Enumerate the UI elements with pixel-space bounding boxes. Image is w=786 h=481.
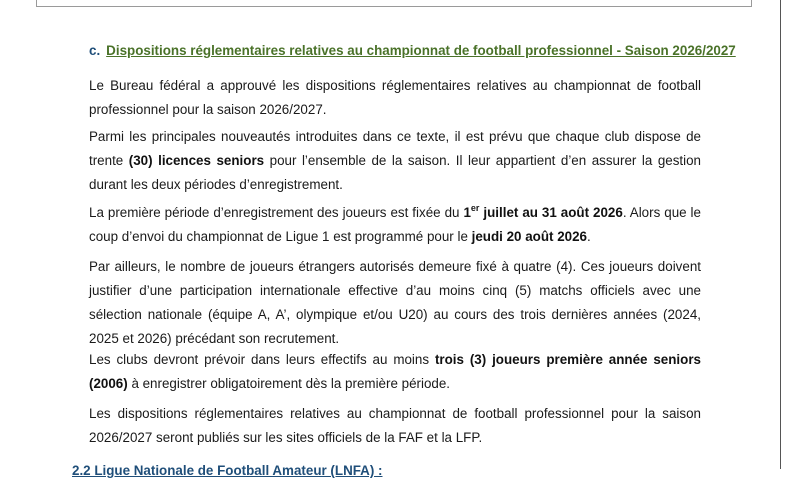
section-title: Dispositions réglementaires relatives au championnat de football professionnel - Saison 2026/2027 [106,43,736,58]
paragraph-seniors-text-1: Les clubs devront prévoir dans leurs effectifs au moins [89,352,435,367]
section-letter: c. [89,43,101,58]
registration-dates: juillet au 31 août 2026 [479,205,623,220]
paragraph-registration-text-2: . Alors que le coup d’envoi du championnat de Ligue 1 est programmé pour le [89,205,701,244]
paragraph-licences [89,125,701,197]
paragraph-registration-text-1: La première période d’enregistrement des joueurs est fixée du [89,205,464,220]
paragraph-registration-text-3: . [586,229,591,244]
paragraph-first-year-seniors [89,348,701,396]
seniors-requirement: trois (3) joueurs première année seniors (2006) [89,352,701,391]
page-frame-top [36,0,752,7]
registration-start-suffix: er [470,203,480,213]
kickoff-date: jeudi 20 août 2026 [471,229,587,244]
paragraph-licences-text-1: Parmi les principales nouveautés introduites dans ce texte, il est prévu que chaque club dispose de trente [89,129,701,168]
paragraph-registration-period [89,201,701,249]
next-section-heading: 2.2 Ligue Nationale de Football Amateur (LNFA) : [72,463,383,478]
paragraph-approval: Le Bureau fédéral a approuvé les dispositions réglementaires relatives au championnat de football professionnel pour la saison 2026/2027. [89,78,701,117]
section-heading [89,41,736,61]
registration-start-day: 1 [463,205,471,220]
licences-count: (30) licences seniors [128,153,265,168]
paragraph-foreign-players: Par ailleurs, le nombre de joueurs étrangers autorisés demeure fixé à quatre (4). Ces joueurs doivent justifier d’une participation internationale effective d’au moins cinq (5) matchs officiels avec une sélection nationale (équipe A, A’, olympique et/ou U20) au cours des trois dernières années (2024, 2025 et 2026) précédant son recrutement. [89,259,701,346]
paragraph-licences-text-2: pour l’ensemble de la saison. Il leur appartient d’en assurer la gestion durant les deux périodes d’enregistrement. [89,153,701,192]
paragraph-publication: Les dispositions réglementaires relatives au championnat de football professionnel pour la saison 2026/2027 seront publiés sur les sites officiels de la FAF et la LFP. [89,406,701,445]
page-edge [780,0,781,469]
paragraph-seniors-text-2: à enregistrer obligatoirement dès la première période. [127,376,451,391]
